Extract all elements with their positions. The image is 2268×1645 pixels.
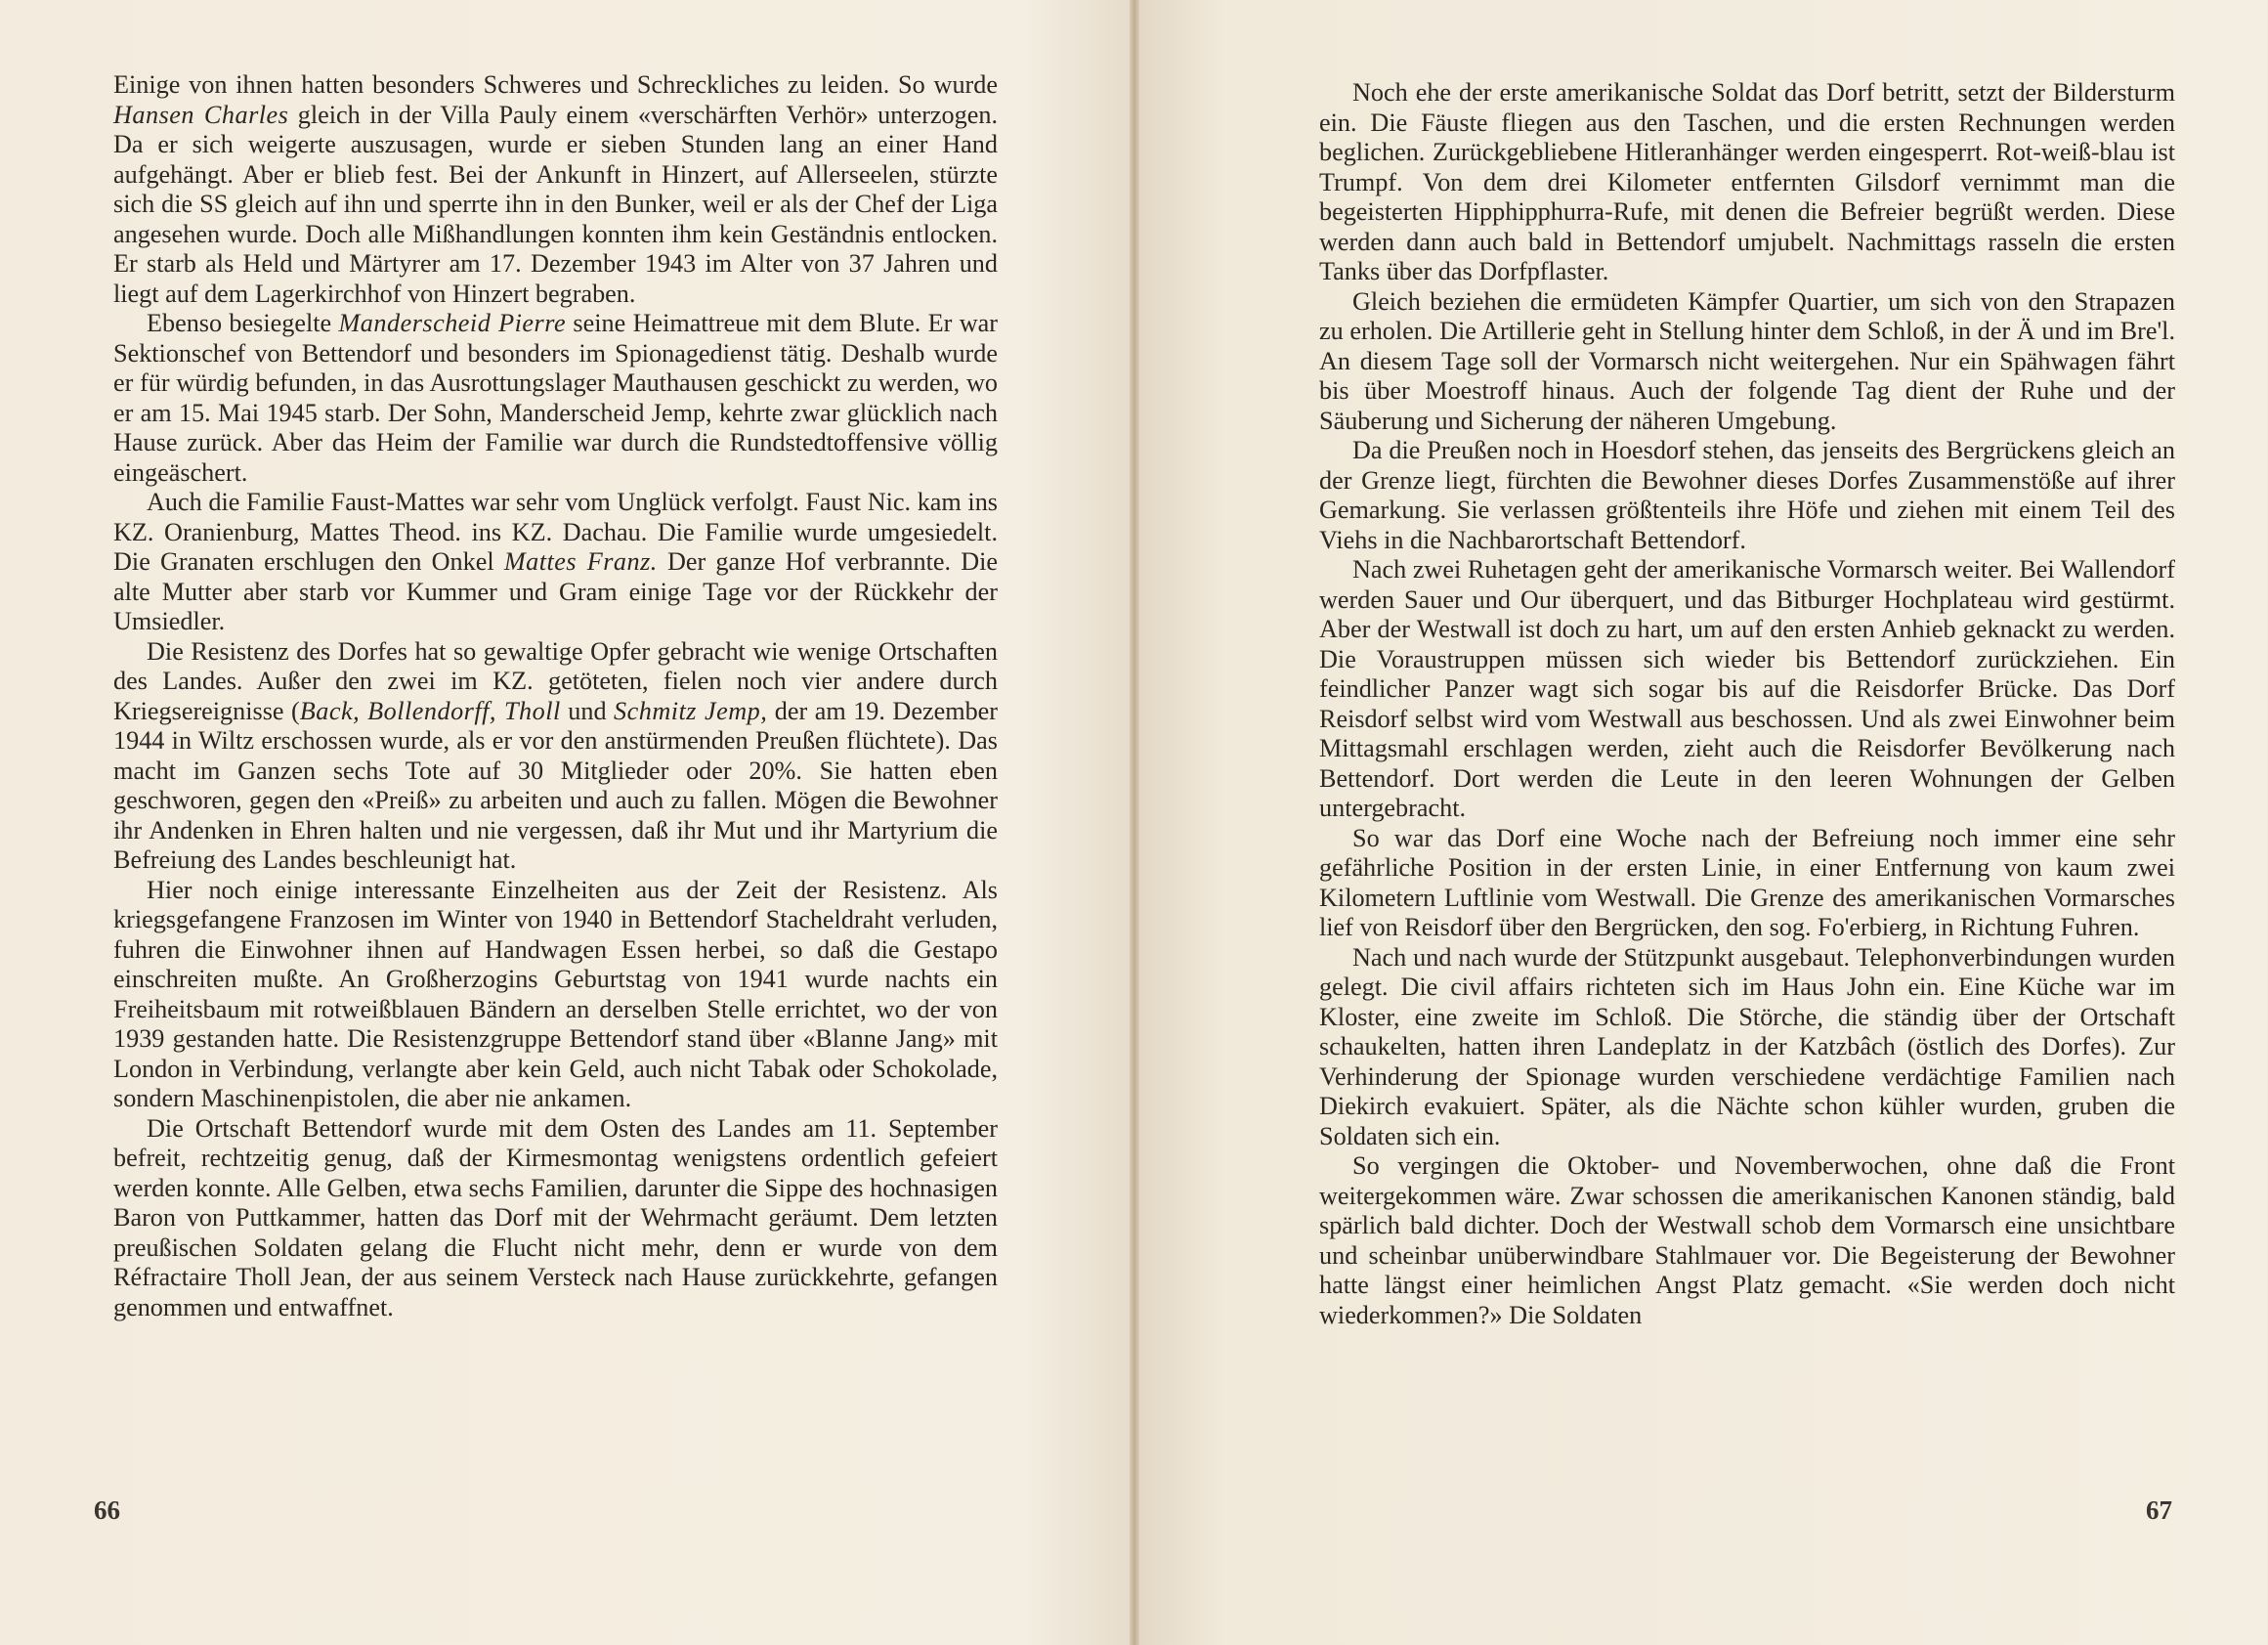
- text-run: und: [560, 696, 615, 725]
- paragraph: [113, 876, 998, 1114]
- paragraph: [1319, 555, 2175, 824]
- text-run: der am 19. Dezember 1944 in Wiltz erschossen wurde, als er vor den anstürmenden Preußen flüchtete). Das macht im Ganzen sechs Tote auf 30 Mitglieder oder 20%. Sie hatten eben geschworen, gegen den «Preiß» zu arbeiten und auch zu fallen. Mögen die Bewohner ihr Andenken in Ehren halten und nie vergessen, daß ihr Mut und ihr Martyrium die Befreiung des Landes beschleunigt hat.: [113, 696, 999, 874]
- text-run: Ebenso besiegelte: [147, 309, 339, 337]
- italic-name: Hansen Charles: [113, 100, 289, 129]
- right-page: [1134, 0, 2267, 1645]
- text-run: Noch ehe der erste amerikanische Soldat das Dorf betritt, setzt der Bildersturm ein. Die Fäuste fliegen aus den Taschen, und die ersten Rechnungen werden beglichen. Zurückgebliebene Hitleranhänger werden eingesperrt. Rot-weiß-blau ist Trumpf. Von dem drei Kilometer entfernten Gilsdorf vernimmt man die begeisterten Hipphipphurra-Rufe, mit denen die Befreier begrüßt werden. Diese werden dann auch bald in Bettendorf umjubelt. Nachmittags rasseln die ersten Tanks über das Dorfpflaster.: [1319, 78, 2175, 285]
- text-run: Nach zwei Ruhetagen geht der amerikanische Vormarsch weiter. Bei Wallendorf werden Sauer und Our überquert, und das Bitburger Hochplateau wird gestürmt. Aber der Westwall ist doch zu hart, um auf den ersten Anhieb geknackt zu werden. Die Voraustruppen müssen sich wieder bis Bettendorf zurückziehen. Ein feindlicher Panzer wagt sich sogar bis auf die Reisdorfer Brücke. Das Dorf Reisdorf selbst wird vom Westwall aus beschossen. Und als zwei Einwohner beim Mittagsmahl erschlagen werden, zieht auch die Reisdorfer Bevölkerung nach Bettendorf. Dort werden die Leute in den leeren Wohnungen der Gelben untergebracht.: [1319, 555, 2175, 822]
- text-run: Da die Preußen noch in Hoesdorf stehen, das jenseits des Bergrückens gleich an der Grenze liegt, fürchten die Bewohner dieses Dorfes Zusammenstöße auf ihrer Gemarkung. Sie verlassen größtenteils ihre Höfe und ziehen mit einem Teil des Viehs in die Nachbarortschaft Bettendorf.: [1319, 436, 2175, 554]
- right-page-text: [1319, 78, 2175, 1330]
- paragraph: [113, 70, 998, 309]
- paragraph: [113, 1114, 998, 1323]
- paragraph: [113, 488, 998, 637]
- italic-name: Back, Bollendorff, Tholl: [299, 696, 561, 725]
- text-run: Nach und nach wurde der Stützpunkt ausgebaut. Telephonverbindungen wurden gelegt. Die civil affairs richteten sich im Haus John ein. Eine Küche war im Kloster, eine zweite im Schloß. Die Störche, die ständig über der Ortschaft schaukelten, hatten ihren Landeplatz in der Katzbâch (östlich des Dorfes). Zur Verhinderung der Spionage wurden verschiedene verdächtige Familien nach Diekirch evakuiert. Später, als die Nächte schon kühler wurden, gruben die Soldaten sich ein.: [1319, 942, 2175, 1150]
- paragraph: [1319, 287, 2175, 437]
- text-run: Hier noch einige interessante Einzelheiten aus der Zeit der Resistenz. Als kriegsgefangene Franzosen im Winter von 1940 in Bettendorf Stacheldraht verluden, fuhren die Einwohner ihnen auf Handwagen Essen herbei, so daß die Gestapo einschreiten mußte. An Großherzogins Geburtstag von 1941 wurde nachts ein Freiheitsbaum mit rotweißblauen Bändern an derselben Stelle errichtet, wo der von 1939 gestanden hatte. Die Resistenzgruppe Bettendorf stand über «Blanne Jang» mit London in Verbindung, verlangte aber kein Geld, auch nicht Tabak oder Schokolade, sondern Maschinenpistolen, die aber nie ankamen.: [113, 875, 998, 1112]
- text-run: So vergingen die Oktober- und Novemberwochen, ohne daß die Front weitergekommen wäre. Zwar schossen die amerikanischen Kanonen ständig, bald spärlich bald dichter. Doch der Westwall schob dem Vormarsch eine unsichtbare und scheinbar unüberwindbare Stahlmauer vor. Die Begeisterung der Bewohner hatte längst einer heimlichen Angst Platz gemacht. «Sie werden doch nicht wiederkommen?» Die Soldaten: [1319, 1151, 2175, 1329]
- text-run: gleich in der Villa Pauly einem «verschärften Verhör» unterzogen. Da er sich weigerte auszusagen, wurde er sieben Stunden lang an einer Hand aufgehängt. Aber er blieb fest. Bei der Ankunft in Hinzert, auf Allerseelen, stürzte sich die SS gleich auf ihn und sperrte ihn in den Bunker, weil er als der Chef der Liga angesehen wurde. Doch alle Mißhandlungen konnten ihm kein Geständnis entlocken. Er starb als Held und Märtyrer am 17. Dezember 1943 im Alter von 37 Jahren und liegt auf dem Lagerkirchhof von Hinzert begraben.: [113, 100, 998, 308]
- paragraph: [1319, 943, 2175, 1152]
- paragraph: [1319, 824, 2175, 943]
- text-run: Gleich beziehen die ermüdeten Kämpfer Quartier, um sich von den Strapazen zu erholen. Die Artillerie geht in Stellung hinter dem Schloß, in der Ä und im Bre'l. An diesem Tage soll der Vormarsch nicht weitergehen. Nur ein Spähwagen fährt bis über Moestroff hinaus. Auch der folgende Tag dient der Ruhe und der Säuberung und Sicherung der näheren Umgebung.: [1319, 286, 2175, 435]
- italic-name: Schmitz Jemp,: [614, 696, 768, 725]
- left-page-text: [113, 70, 998, 1322]
- page-number-left: 66: [94, 1495, 120, 1525]
- text-run: Die Ortschaft Bettendorf wurde mit dem Osten des Landes am 11. September befreit, rechtzeitig genug, daß der Kirmesmontag wenigstens ordentlich gefeiert werden konnte. Alle Gelben, etwa sechs Familien, darunter die Sippe des hochnasigen Baron von Puttkammer, hatten das Dorf mit der Wehrmacht geräumt. Dem letzten preußischen Soldaten gelang die Flucht nicht mehr, denn er wurde von dem Réfractaire Tholl Jean, der aus seinem Versteck nach Hause zurückkehrte, gefangen genommen und entwaffnet.: [113, 1113, 998, 1321]
- paragraph: [113, 637, 998, 876]
- text-run: Auch die Familie Faust-Mattes war sehr vom Unglück verfolgt. Faust Nic. kam ins KZ. Oranienburg, Mattes Theod. ins KZ. Dachau. Die Familie wurde umgesiedelt. Die Granaten erschlugen den Onkel: [113, 488, 998, 576]
- paragraph: [1319, 1151, 2175, 1330]
- italic-name: Mattes Franz.: [503, 547, 658, 576]
- text-run: seine Heimattreue mit dem Blute. Er war Sektionschef von Bettendorf und besonders im Spionagedienst tätig. Deshalb wurde er für würdig befunden, in das Ausrottungslager Mauthausen geschickt zu werden, wo er am 15. Mai 1945 starb. Der Sohn, Manderscheid Jemp, kehrte zwar glücklich nach Hause zurück. Aber das Heim der Familie war durch die Rundstedtoffensive völlig eingeäschert.: [113, 309, 998, 487]
- book-gutter: [1130, 0, 1139, 1645]
- text-run: Die Resistenz des Dorfes hat so gewaltige Opfer gebracht wie wenige Ortschaften des Landes. Außer den zwei im KZ. getöteten, fielen noch vier andere durch Kriegsereignisse (: [113, 636, 998, 725]
- page-number-right: 67: [2146, 1495, 2172, 1525]
- paragraph: [113, 309, 998, 488]
- paragraph: [1319, 78, 2175, 287]
- text-run: So war das Dorf eine Woche nach der Befreiung noch immer eine sehr gefährliche Position in der ersten Linie, in einer Entfernung von kaum zwei Kilometern Luftlinie vom Westwall. Die Grenze des amerikanischen Vormarsches lief von Reisdorf über den Bergrücken, den sog. Fo'erbierg, in Richtung Fuhren.: [1319, 823, 2175, 941]
- italic-name: Manderscheid Pierre: [338, 309, 567, 337]
- text-run: Der ganze Hof verbrannte. Die alte Mutter aber starb vor Kummer und Gram einige Tage vor der Rückkehr der Umsiedler.: [113, 547, 998, 635]
- text-run: Einige von ihnen hatten besonders Schweres und Schreckliches zu leiden. So wurde: [113, 70, 998, 99]
- paragraph: [1319, 436, 2175, 555]
